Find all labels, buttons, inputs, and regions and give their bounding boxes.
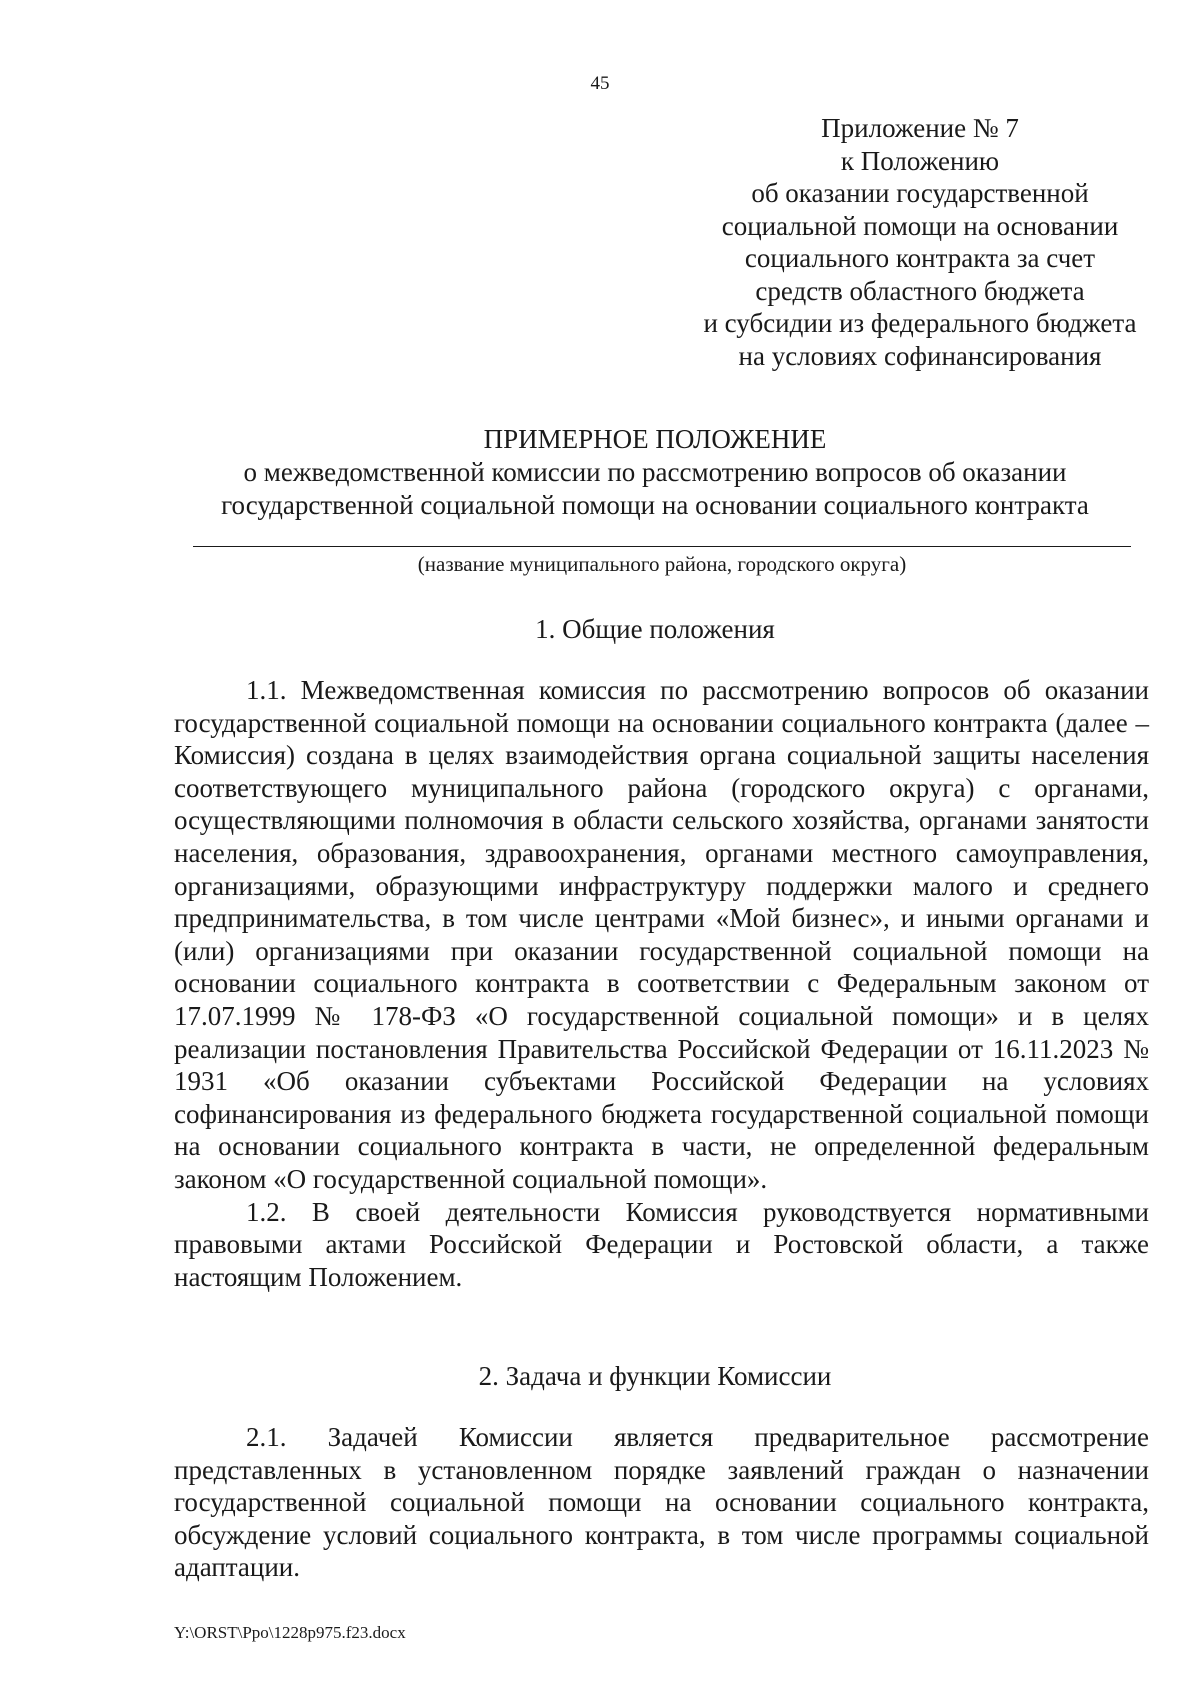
section-1-body bbox=[174, 674, 1149, 1293]
footer-file-path: Y:\ORST\Ppo\1228p975.f23.docx bbox=[174, 1623, 406, 1642]
appendix-line: Приложение № 7 bbox=[821, 113, 1019, 143]
page-number: 45 bbox=[590, 73, 610, 94]
appendix-line: об оказании государственной bbox=[751, 178, 1089, 208]
appendix-line: к Положению bbox=[840, 145, 1000, 176]
paragraph-2-1: 2.1. Задачей Комиссии является предварительное рассмотрение представленных в установленном порядке заявлений граждан о назначении государственной социальной помощи на основании социального контракта, обсуждение условий социального контракта, в том числе программы социальной адаптации. bbox=[174, 1422, 1149, 1583]
paragraph-1-1: 1.1. Межведомственная комиссия по рассмотрению вопросов об оказании государственной социальной помощи на основании социального контракта (далее – Комиссия) создана в целях взаимодействия органа социальной защиты населения соответствующего муниципального района (городского округа) с органами, осуществляющими полномочия в области сельского хозяйства, органами занятости населения, образования, здравоохранения, органами местного самоуправления, организациями, образующими инфраструктуру поддержки малого и среднего предпринимательства, в том числе центрами «Мой бизнес», и иными органами и (или) организациями при оказании государственной социальной помощи на основании социального контракта в соответствии с Федеральным законом от 17.07.1999 № 178-ФЗ «О государственной социальной помощи» и в целях реализации постановления Правительства Российской Федерации от 16.11.2023 № 1931 «Об оказании субъектами Российской Федерации на условиях софинансирования из федерального бюджета государственной социальной помощи на основании социального контракта в части, не определенной федеральным законом «О государственной социальной помощи». bbox=[174, 675, 1149, 1194]
subtitle-line: государственной социальной помощи на основании социального контракта bbox=[221, 489, 1089, 520]
section-heading-1: 1. Общие положения bbox=[535, 614, 775, 644]
section-2-body bbox=[174, 1421, 1149, 1584]
document-subtitle bbox=[150, 456, 1160, 521]
paragraph-1-2: 1.2. В своей деятельности Комиссия руководствуется нормативными правовыми актами Российской Федерации и Ростовской области, а также настоящим Положением. bbox=[174, 1196, 1149, 1292]
appendix-line: средств областного бюджета bbox=[755, 275, 1085, 306]
fill-line-caption: (название муниципального района, городского округа) bbox=[417, 552, 907, 576]
appendix-line: социальной помощи на основании bbox=[721, 210, 1119, 241]
subtitle-line: о межведомственной комиссии по рассмотрению вопросов об оказании bbox=[243, 457, 1067, 487]
appendix-line: на условиях софинансирования bbox=[738, 340, 1102, 371]
section-heading-2: 2. Задача и функции Комиссии bbox=[478, 1361, 832, 1391]
document-title: ПРИМЕРНОЕ ПОЛОЖЕНИЕ bbox=[483, 424, 827, 454]
appendix-header bbox=[660, 112, 1180, 372]
blank-fill-line bbox=[193, 546, 1131, 547]
appendix-line: социального контракта за счет bbox=[744, 243, 1096, 273]
appendix-line: и субсидии из федерального бюджета bbox=[703, 308, 1137, 338]
